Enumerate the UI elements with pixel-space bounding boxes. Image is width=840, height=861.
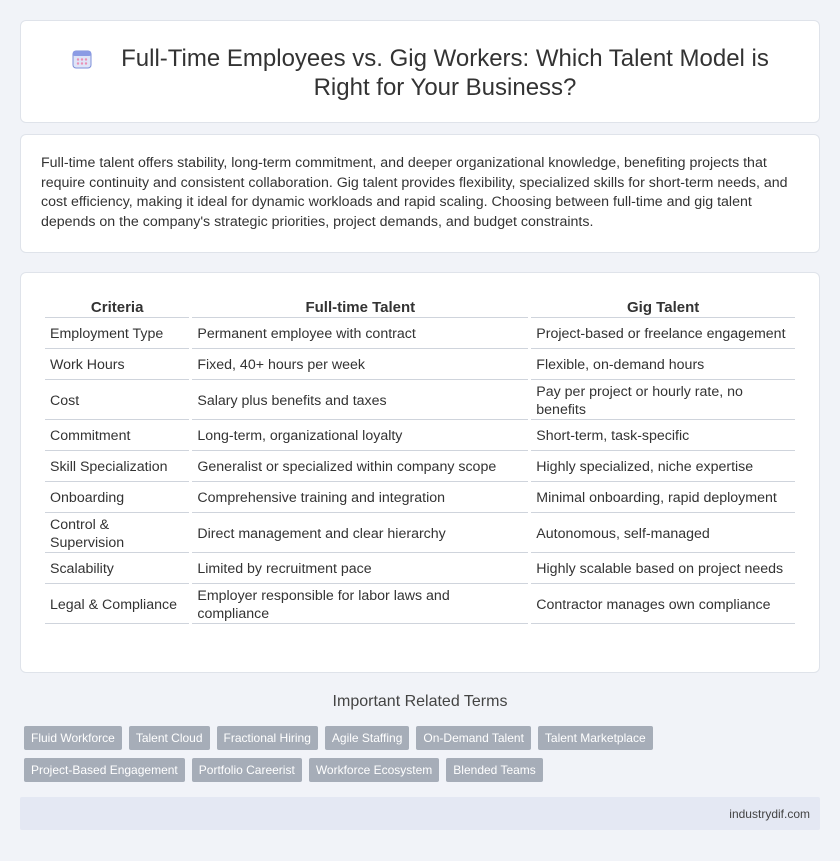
full-time-cell: Generalist or specialized within company scope [192,453,528,482]
comparison-table [42,295,798,626]
gig-cell: Autonomous, self-managed [531,515,795,553]
page-title: Full-Time Employees vs. Gig Workers: Which Talent Model is Right for Your Business? [121,45,769,101]
full-time-cell: Salary plus benefits and taxes [192,382,528,420]
intro-paragraph: Full-time talent offers stability, long-term commitment, and deeper organizational knowledge, benefiting projects that require continuity and consistent collaboration. Gig talent provides flexibility, specialized skills for short-term needs, and cost efficiency, making it ideal for dynamic workloads and rapid scaling. Choosing between full-time and gig talent depends on the company's strategic priorities, project demands, and budget constraints. [41,155,788,230]
gig-cell: Highly scalable based on project needs [531,555,795,584]
related-term-tag[interactable]: Fractional Hiring [217,726,318,750]
table-row [45,351,795,380]
table-row [45,586,795,624]
table-row [45,515,795,553]
table-row [45,453,795,482]
gig-cell: Contractor manages own compliance [531,586,795,624]
criteria-cell: Commitment [45,422,189,451]
criteria-cell: Onboarding [45,484,189,513]
criteria-cell: Cost [45,382,189,420]
gig-cell: Pay per project or hourly rate, no benefits [531,382,795,420]
related-term-tag[interactable]: Fluid Workforce [24,726,122,750]
table-row [45,555,795,584]
intro-card [20,134,820,253]
full-time-cell: Permanent employee with contract [192,320,528,349]
gig-cell: Short-term, task-specific [531,422,795,451]
table-row [45,320,795,349]
related-term-tag[interactable]: Workforce Ecosystem [309,758,439,782]
full-time-cell: Fixed, 40+ hours per week [192,351,528,380]
full-time-cell: Long-term, organizational loyalty [192,422,528,451]
related-term-tag[interactable]: Talent Marketplace [538,726,653,750]
related-terms-list [24,726,744,782]
related-terms-heading: Important Related Terms [332,693,508,710]
title-card [20,20,820,123]
gig-cell: Project-based or freelance engagement [531,320,795,349]
full-time-cell: Direct management and clear hierarchy [192,515,528,553]
header-criteria: Criteria [45,297,189,318]
gig-cell: Flexible, on-demand hours [531,351,795,380]
full-time-cell: Employer responsible for labor laws and compliance [192,586,528,624]
criteria-cell: Employment Type [45,320,189,349]
gig-cell: Minimal onboarding, rapid deployment [531,484,795,513]
related-term-tag[interactable]: Agile Staffing [325,726,410,750]
table-header-row [45,297,795,318]
criteria-cell: Legal & Compliance [45,586,189,624]
table-row [45,422,795,451]
criteria-cell: Work Hours [45,351,189,380]
comparison-card [20,272,820,673]
table-row [45,382,795,420]
full-time-cell: Limited by recruitment pace [192,555,528,584]
related-term-tag[interactable]: Blended Teams [446,758,543,782]
calendar-icon [71,48,93,70]
related-term-tag[interactable]: Talent Cloud [129,726,210,750]
related-term-tag[interactable]: Portfolio Careerist [192,758,302,782]
header-full-time: Full-time Talent [192,297,528,318]
header-gig: Gig Talent [531,297,795,318]
footer [20,797,820,830]
related-term-tag[interactable]: Project-Based Engagement [24,758,185,782]
criteria-cell: Skill Specialization [45,453,189,482]
related-term-tag[interactable]: On-Demand Talent [416,726,531,750]
table-row [45,484,795,513]
footer-site-link[interactable]: industrydif.com [729,807,810,821]
gig-cell: Highly specialized, niche expertise [531,453,795,482]
criteria-cell: Control & Supervision [45,515,189,553]
criteria-cell: Scalability [45,555,189,584]
full-time-cell: Comprehensive training and integration [192,484,528,513]
